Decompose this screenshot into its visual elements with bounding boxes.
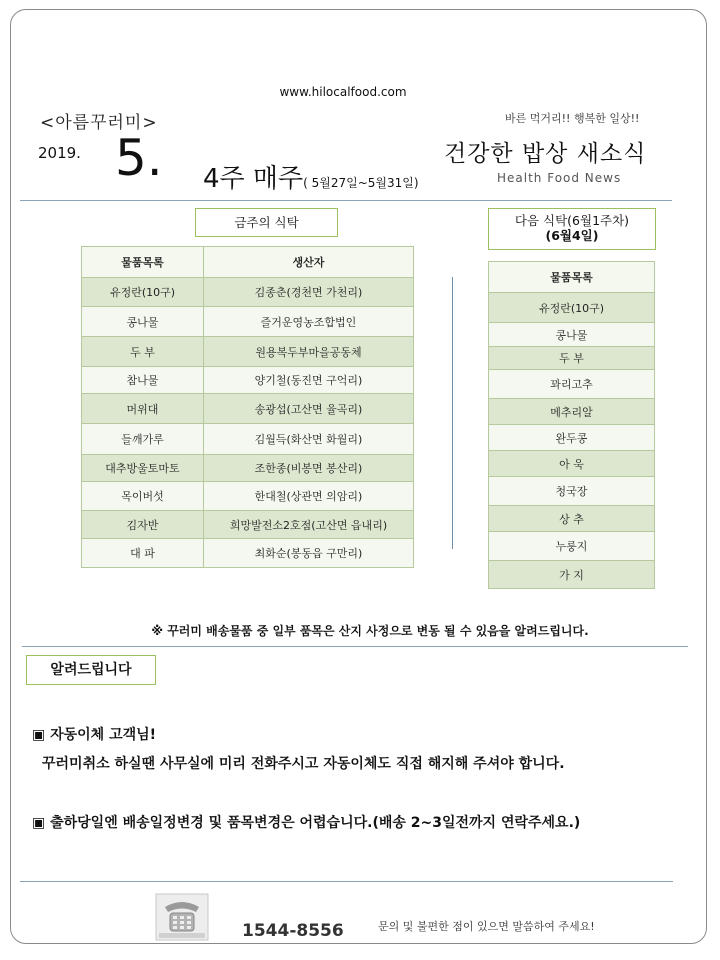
brand-name: <아름꾸러미> [40, 113, 158, 133]
telephone-icon [155, 893, 209, 941]
table-row [82, 394, 414, 424]
list-item: 상 추 [489, 506, 655, 532]
item-cell: 유정란(10구) [82, 278, 204, 307]
footer-note: 문의 및 불편한 점이 있으면 말씀하여 주세요! [378, 920, 595, 933]
announcement-item1-title: ▣ 자동이체 고객님! [32, 727, 157, 743]
table-row [82, 367, 414, 394]
footer-divider [20, 881, 673, 882]
table-row [82, 307, 414, 337]
list-item: 청국장 [489, 477, 655, 506]
news-title: 건강한 밥상 새소식 [444, 141, 647, 167]
announcement-item1-body: 꾸러미취소 하실땐 사무실에 미리 전화주시고 자동이체도 직접 해지해 주셔야 합니다. [42, 756, 565, 772]
producer-cell: 최화순(봉동읍 구만리) [204, 539, 414, 568]
list-item: 완두콩 [489, 425, 655, 451]
news-subtitle: Health Food News [497, 171, 622, 185]
item-cell: 김자반 [82, 511, 204, 539]
list-item: 유정란(10구) [489, 293, 655, 323]
announcement-title: 알려드립니다 [26, 655, 156, 685]
announcement-item2: ▣ 출하당일엔 배송일정변경 및 품목변경은 어렵습니다.(배송 2~3일전까지 연락주세요.) [32, 815, 581, 831]
next-week-caption-line1: 다음 식탁(6월1주차) [514, 213, 630, 228]
next-week-caption [488, 208, 656, 250]
table-row [82, 482, 414, 511]
list-item: 메추리알 [489, 399, 655, 425]
column-header-items: 물품목록 [82, 247, 204, 278]
list-item: 두 부 [489, 347, 655, 370]
table-row [82, 424, 414, 455]
next-week-table [488, 261, 655, 589]
producer-cell: 송광섭(고산면 율곡리) [204, 394, 414, 424]
column-divider [452, 277, 453, 549]
next-week-caption-line2: (6월4일) [545, 228, 599, 243]
date-range: ( 5월27일~5월31일) [303, 176, 419, 190]
list-item: 아 욱 [489, 451, 655, 477]
item-cell: 두 부 [82, 337, 204, 367]
table-row [82, 539, 414, 568]
slogan: 바른 먹거리!! 행복한 일상!! [505, 112, 640, 125]
table-row [82, 511, 414, 539]
table-row [82, 455, 414, 482]
notice-divider [22, 646, 688, 647]
producer-cell: 한대철(상관면 의암리) [204, 482, 414, 511]
item-cell: 대 파 [82, 539, 204, 568]
week-label: 4주 매주 [203, 164, 304, 194]
item-cell: 목이버섯 [82, 482, 204, 511]
website-url: www.hilocalfood.com [279, 85, 407, 99]
list-item: 콩나물 [489, 323, 655, 347]
producer-cell: 희망발전소2호점(고산면 읍내리) [204, 511, 414, 539]
item-cell: 들깨가루 [82, 424, 204, 455]
issue-year: 2019. [38, 144, 81, 162]
issue-week [203, 158, 419, 195]
this-week-caption: 금주의 식탁 [195, 208, 338, 237]
producer-cell: 원용복두부마을공동체 [204, 337, 414, 367]
producer-cell: 조한종(비봉면 봉산리) [204, 455, 414, 482]
producer-cell: 김월득(화산면 화월리) [204, 424, 414, 455]
item-cell: 대추방울토마토 [82, 455, 204, 482]
producer-cell: 즐거운영농조합법인 [204, 307, 414, 337]
producer-cell: 김종춘(경천면 가천리) [204, 278, 414, 307]
table-row [82, 278, 414, 307]
producer-cell: 양기철(동진면 구억리) [204, 367, 414, 394]
table-row [82, 337, 414, 367]
list-item: 꽈리고추 [489, 370, 655, 399]
issue-month: 5. [115, 129, 163, 187]
list-item: 가 지 [489, 561, 655, 589]
item-cell: 머위대 [82, 394, 204, 424]
list-item: 누룽지 [489, 532, 655, 561]
column-header-producer: 생산자 [204, 247, 414, 278]
header-divider [20, 200, 672, 201]
column-header-items: 물품목록 [489, 262, 655, 293]
item-cell: 콩나물 [82, 307, 204, 337]
this-week-table [81, 246, 414, 568]
supply-notice: ※ 꾸러미 배송물품 중 일부 품목은 산지 사정으로 변동 될 수 있음을 알려드립니다. [151, 624, 589, 638]
item-cell: 참나물 [82, 367, 204, 394]
phone-number: 1544-8556 [242, 921, 344, 941]
